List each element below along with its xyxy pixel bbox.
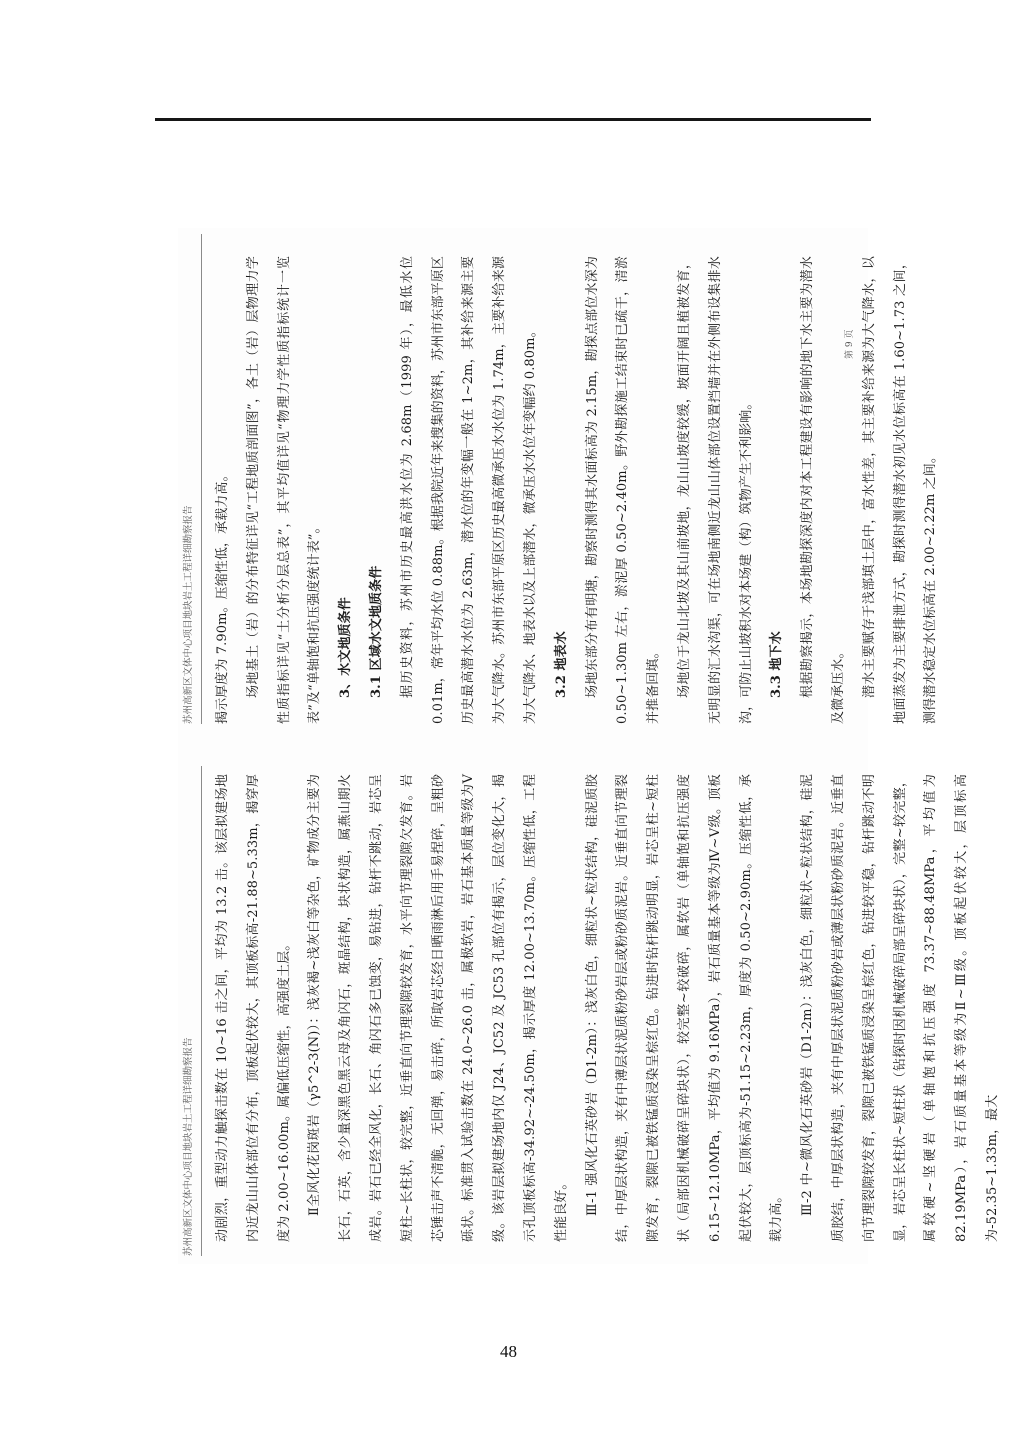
left-column [208,774,1009,1242]
top-rule [155,118,871,121]
paragraph-slope-drainage: 场地位于龙山北坡及其山前坡地，龙山山坡度较缓，坡面开阔且植被发育，无明显的汇水沟渠，可在场地南侧近龙山山体部位设置挡墙并在外侧布设集排水沟，可防止山坡积水对本场建（构）筑物产生不利影响。 [676,256,754,724]
paragraph-strongly-weathered-sandstone: Ⅲ-1 强风化石英砂岩（D1-2m）：浅灰白色，细粒状~粒状结构，硅泥质胶结，中厚层状构造，夹有中薄层状泥质粉砂岩层或粉砂质泥岩。近垂直向节理裂隙发育，裂隙已被铁锰质浸染呈棕红色。钻进时钻杆跳动明显，岩芯呈柱~短柱状（局部因机械破碎呈碎块状），较完整~较破碎，属软岩（单轴饱和抗压强度 6.15~12.10MPa，平均值为 9.16MPa），岩石质量基本等级为Ⅳ~Ⅴ级。顶板起伏较大，层顶标高为-51.15~2.23m，厚度为 0.50~2.90m。压缩性低，承载力高。 [584,774,785,1242]
section-heading-regional: 3.1 区域水文地质条件 [368,565,384,698]
paragraph-soil-distribution: 场地基土（岩）的分布特征详见“工程地质剖面图”，各土（岩）层物理力学性质指标详见“土分析分层总表”，其平均值详见“物理力学性质指标统计一览表”及“单轴饱和抗压强度统计表”。 [245,256,323,724]
right-column [208,256,947,724]
running-header-right: 苏州高新区文体中心项目地块岩土工程详细勘察报告 [183,505,194,724]
paragraph-surface-water: 场地东部分布有明塘，勘察时测得其水面标高为 2.15m，勘探点部位水深为 0.50~1.30m 左右，淤泥厚 0.50~2.40m。野外勘探施工结束时已疏干，清淤并推备回填。 [584,256,662,724]
page-number: 48 [500,1342,517,1361]
paragraph-granite-porphyry: Ⅱ全风化花岗斑岩（γ5^2-3(N)）：浅灰褐~浅灰白等杂色，矿物成分主要为长石，石英，含少量深黑色黑云母及角闪石，斑晶结构，块状构造，属燕山期火成岩。岩石已经全风化，长石、角闪石多已蚀变，易钻进，钻杆不跳动，岩芯呈短柱~长柱状，较完整，近垂直向节理裂隙较发育，水平向节理裂隙欠发育。岩芯锤击声不清脆，无回弹，易击碎，所取岩芯经日晒雨淋后用手易捏碎，呈粗砂砾状。标准贯入试验击数在 24.0~26.0 击，属极软岩，岩石基本质量等级为Ⅴ级。该岩层拟建场地内仅 J24、JC52 及 JC53 孔部位有揭示，层位变化大，揭示孔顶板标高-34.92~-24.50m，揭示厚度 12.00~13.70m。压缩性低，工程性能良好。 [307,774,569,1242]
running-header-left: 苏州高新区文体中心项目地块岩土工程详细勘察报告 [183,1037,194,1256]
section-heading-groundwater: 3.3 地下水 [769,631,785,698]
paragraph-moderately-weathered-sandstone: Ⅲ-2 中~微风化石英砂岩（D1-2m）：浅灰白色，细粒状~粒状结构，硅泥质胶结，中厚层状构造，夹有中厚层状泥质粉砂岩或薄层状粉砂质泥岩。近垂直向节理裂隙较发育，裂隙已被铁锰质浸染呈棕红色，钻进较平稳，钻杆跳动不明显，岩芯呈长柱状~短柱状（钻探时因机械破碎局部呈碎块状），完整~较完整，属较硬~坚硬岩（单轴饱和抗压强度 73.37~88.48MPa，平均值为 82.19MPa），岩石质量基本等级为Ⅱ~Ⅲ级。顶板起伏较大，层顶标高为-52.35~1.33m，最大 [800,774,1000,1242]
rotated-page-scan [178,228,1000,1264]
paragraph-layer-continued: 动剧烈，重型动力触探击数在 10~16 击之间，平均为 13.2 击。该层拟建场地内近龙山山体部位有分布，顶板起伏较大，其顶板标高-21.88~5.33m，揭穿厚度为 2.00~16.00m。属偏低压缩性，高强度土层。 [215,774,292,1242]
rotated-content [178,228,1000,1264]
header-rule-left [201,766,202,1256]
inner-page-label: 第 9 页 [845,329,855,359]
header-rule-right [201,234,202,724]
paragraph-phreatic-water: 潜水主要赋存于浅部填土层中，富水性差，其主要补给来源为大气降水，以地面蒸发为主要排泄方式，勘探时测得潜水初见水位标高在 1.60~1.73 之间，测得潜水稳定水位标高在 2.00~2.22m 之间。 [861,256,939,724]
section-heading-hydrogeology: 3、水文地质条件 [338,597,354,698]
section-heading-surface-water: 3.2 地表水 [553,631,569,698]
paragraph-thickness: 揭示厚度为 7.90m。压缩性低，承载力高。 [215,468,230,724]
paragraph-groundwater-types: 根据勘察揭示，本场地勘探深度内对本工程建设有影响的地下水主要为潜水及微承压水。 [800,256,846,724]
paragraph-regional-water: 据历史资料，苏州市历史最高洪水位为 2.68m（1999 年），最低水位 0.01m，常年平均水位 0.88m。根据我院近年来搜集的资料，苏州市东部平原区历史最高潜水水位为 2.63m，潜水位的年变幅一般在 1~2m，其补给来源主要为大气降水。苏州市东部平原区历史最高微承压水水位为 1.74m，主要补给来源为大气降水、地表水以及上部潜水，微承压水水位年变幅约 0.80m。 [399,256,538,724]
